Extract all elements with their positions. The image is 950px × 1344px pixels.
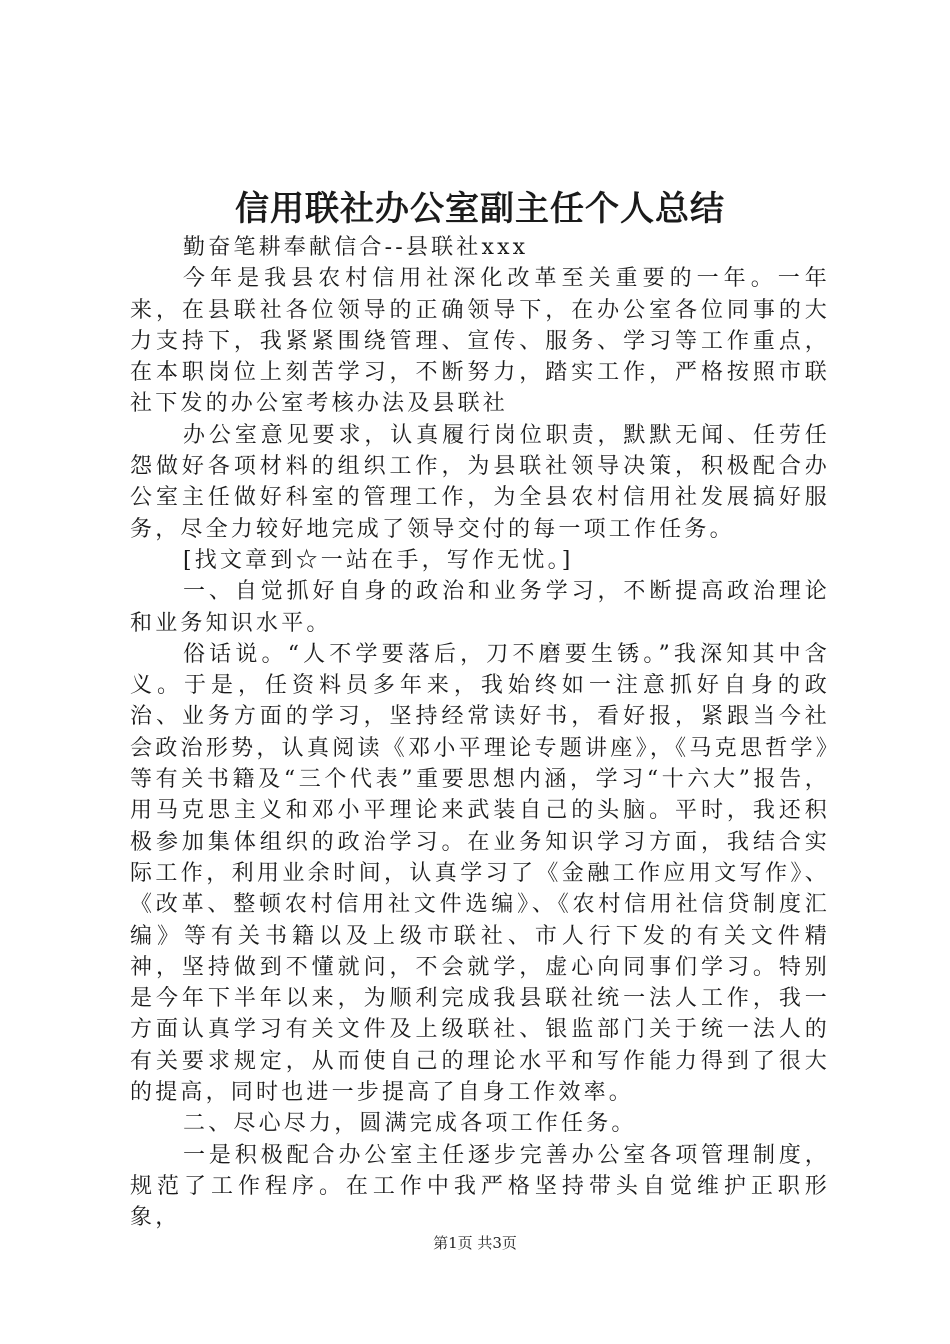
intro-paragraph: 今年是我县农村信用社深化改革至关重要的一年。一年来，在县联社各位领导的正确领导下，在办公室各位同事的大力支持下，我紧紧围绕管理、宣传、服务、学习等工作重点，在本职岗位上刻苦学习，不断努力，踏实工作，严格按照市联社下发的办公室考核办法及县联社 [130, 266, 830, 417]
byline-paragraph: 勤奋笔耕奉献信合--县联社xxx [183, 235, 529, 260]
section-one-heading: 一、自觉抓好自身的政治和业务学习，不断提高政治理论和业务知识水平。 [130, 579, 830, 636]
section-two-heading: 二、尽心尽力，圆满完成各项工作任务。 [183, 1111, 637, 1137]
document-body [130, 232, 830, 1234]
section-one-paragraph: 俗话说。“人不学要落后，刀不磨要生锈。”我深知其中含义。于是，任资料员多年来，我始终如一注意抓好自身的政治、业务方面的学习，坚持经常读好书，看好报，紧跟当今社会政治形势，认真阅读《邓小平理论专题讲座》，《马克思哲学》等有关书籍及“三个代表”重要思想内涵，学习“十六大”报告，用马克思主义和邓小平理论来武装自己的头脑。平时，我还积极参加集体组织的政治学习。在业务知识学习方面，我结合实际工作，利用业余时间，认真学习了《金融工作应用文写作》、《改革、整顿农村信用社文件选编》、《农村信用社信贷制度汇编》等有关书籍以及上级市联社、市人行下发的有关文件精神，坚持做到不懂就问，不会就学，虚心向同事们学习。特别是今年下半年以来，为顺利完成我县联社统一法人工作，我一方面认真学习有关文件及上级联社、银监部门关于统一法人的有关要求规定，从而使自己的理论水平和写作能力得到了很大的提高，同时也进一步提高了自身工作效率。 [130, 641, 830, 1106]
intro-continued-paragraph: 办公室意见要求，认真履行岗位职责，默默无闻、任劳任怨做好各项材料的组织工作，为县联社领导决策，积极配合办公室主任做好科室的管理工作，为全县农村信用社发展搞好服务，尽全力较好地完成了领导交付的每一项工作任务。 [130, 422, 830, 542]
document-title: 信用联社办公室副主任个人总结 [235, 189, 725, 229]
promo-note-paragraph: [找文章到☆一站在手，写作无忧。] [183, 547, 574, 573]
page-number-footer: 第1页 共3页 [433, 1234, 517, 1252]
section-two-paragraph: 一是积极配合办公室主任逐步完善办公室各项管理制度，规范了工作程序。在工作中我严格坚持带头自觉维护正职形象， [130, 1142, 830, 1231]
